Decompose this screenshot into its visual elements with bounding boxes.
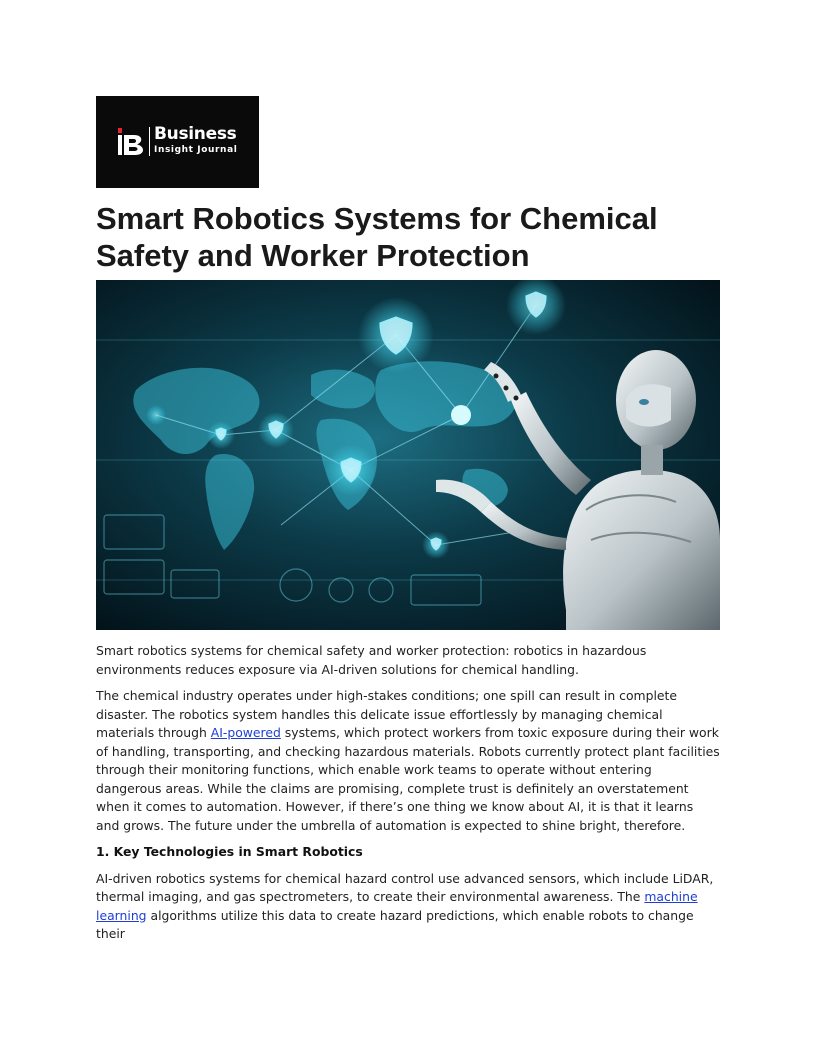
paragraph-2-text-a: The chemical industry operates under high-stakes conditions; one spill can result in complete disaster. The robotics system handles this delicate issue effortlessly by managing chemical materials through bbox=[96, 688, 678, 740]
logo-name: Business bbox=[154, 124, 237, 144]
hero-image bbox=[96, 280, 720, 630]
ai-powered-link[interactable]: AI-powered bbox=[210, 725, 281, 740]
paragraph-3-text-a: AI-driven robotics systems for chemical hazard control use advanced sensors, which include LiDAR, thermal imaging, and gas spectrometers, to create their environmental awareness. The bbox=[96, 870, 714, 904]
business-insight-logo-icon bbox=[118, 126, 146, 156]
paragraph-2-text-b: systems, which protect workers from toxic exposure during their work of handling, transporting, and checking hazardous materials. Robots currently protect plant facilities through their monitoring functions, which enable work teams to operate without entering dangerous areas. While the claims are promising, complete trust is definitely an overstatement when it comes to automation. However, if there’s one thing we know about AI, it is that it learns and grows. The future under the umbrella of automation is expected to shine bright, therefore. bbox=[96, 725, 720, 833]
article-title: Smart Robotics Systems for Chemical Safety and Worker Protection bbox=[96, 201, 658, 273]
paragraph-2 bbox=[96, 687, 720, 835]
article-body bbox=[96, 642, 720, 952]
logo-subtitle: Insight Journal bbox=[154, 145, 238, 155]
robot-security-illustration bbox=[96, 280, 720, 630]
paragraph-3-text-b: algorithms utilize this data to create hazard predictions, which enable robots to change their bbox=[96, 907, 694, 941]
site-logo[interactable] bbox=[96, 96, 259, 188]
intro-paragraph: Smart robotics systems for chemical safety and worker protection: robotics in hazardous environments reduces exposure via AI-driven solutions for chemical handling. bbox=[96, 643, 647, 677]
paragraph-3 bbox=[96, 870, 720, 944]
machine-learning-link[interactable]: machine learning bbox=[96, 889, 698, 923]
logo-divider bbox=[149, 127, 150, 156]
section-1-heading: 1. Key Technologies in Smart Robotics bbox=[96, 844, 363, 859]
